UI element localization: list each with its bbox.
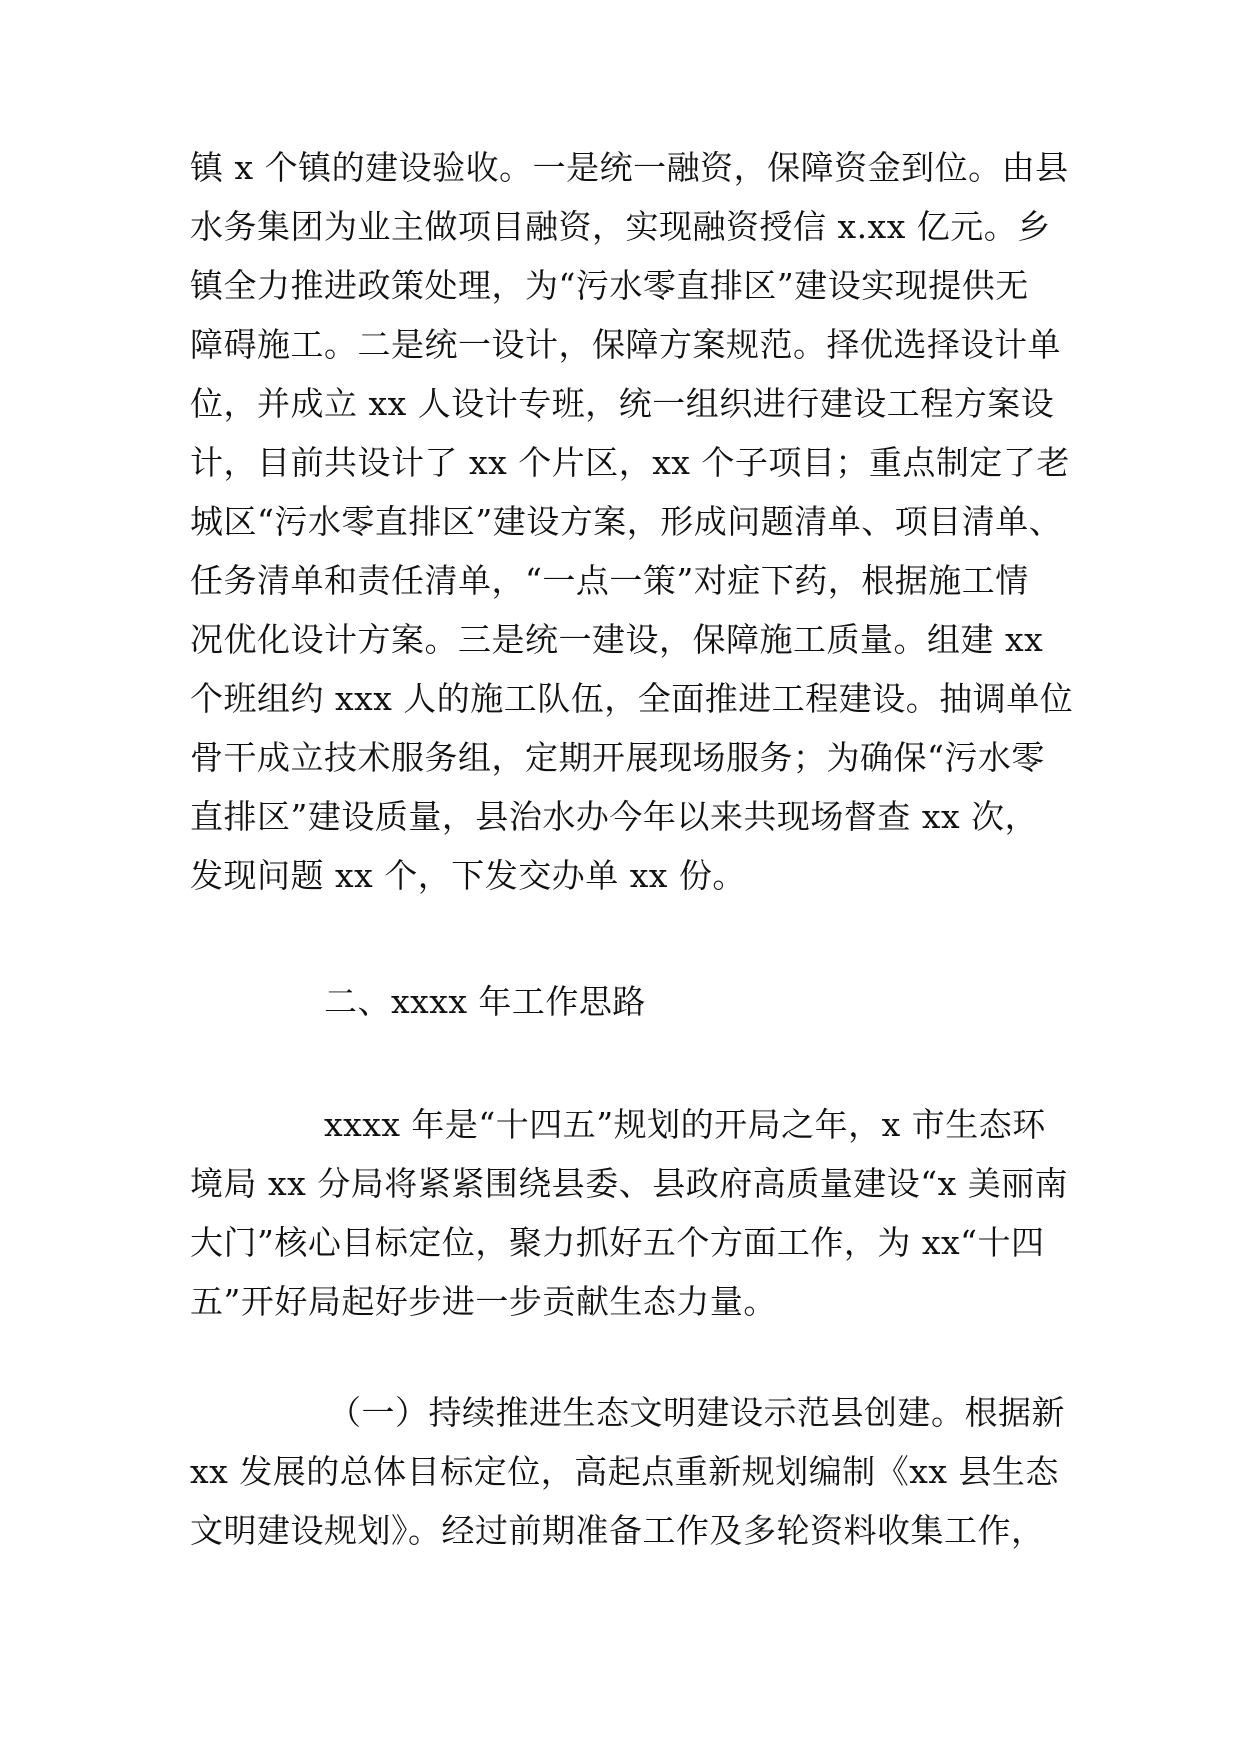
- text-line: （一）持续推进生态文明建设示范县创建。根据新: [328, 1393, 1065, 1432]
- text-line: 境局 xx 分局将紧紧围绕县委、县政府高质量建设“x 美丽南: [190, 1164, 1069, 1203]
- text-line: 直排区”建设质量，县治水办今年以来共现场督查 xx 次，: [190, 797, 1039, 836]
- text-line: xxxx 年是“十四五”规划的开局之年，x 市生态环: [324, 1105, 1046, 1144]
- text-line: 镇全力推进政策处理，为“污水零直排区”建设实现提供无: [190, 266, 1029, 305]
- text-line: 位，并成立 xx 人设计专班，统一组织进行建设工程方案设: [190, 384, 1055, 423]
- paragraph-eco-civilization: [190, 1383, 1070, 1560]
- text-line: 况优化设计方案。三是统一建设，保障施工质量。组建 xx: [190, 620, 1044, 659]
- text-line: 骨干成立技术服务组，定期开展现场服务；为确保“污水零: [190, 738, 1045, 777]
- text-line: 大门”核心目标定位，聚力抓好五个方面工作，为 xx“十四: [190, 1223, 1045, 1262]
- text-line: 个班组约 xxx 人的施工队伍，全面推进工程建设。抽调单位: [190, 679, 1074, 718]
- text-line: xx 发展的总体目标定位，高起点重新规划编制《xx 县生态: [190, 1452, 1059, 1491]
- text-line: 障碍施工。二是统一设计，保障方案规范。择优选择设计单: [190, 325, 1061, 364]
- text-line: 水务集团为业主做项目融资，实现融资授信 x.xx 亿元。乡: [190, 207, 1051, 246]
- paragraph-work-ideas: [190, 1095, 1070, 1331]
- text-line: 任务清单和责任清单，“一点一策”对症下药，根据施工情: [190, 561, 1029, 600]
- paragraph-construction-summary: [190, 138, 1074, 905]
- text-line: 文明建设规划》。经过前期准备工作及多轮资料收集工作，: [190, 1511, 1045, 1550]
- text-line: 镇 x 个镇的建设验收。一是统一融资，保障资金到位。由县: [190, 148, 1069, 187]
- text-line: 五”开好局起好步进一步贡献生态力量。: [190, 1282, 777, 1321]
- section-heading: [190, 972, 1070, 1031]
- text-line: 发现问题 xx 个，下发交办单 xx 份。: [190, 856, 746, 895]
- text-line: 计，目前共设计了 xx 个片区，xx 个子项目；重点制定了老: [190, 443, 1070, 482]
- text-line: 城区“污水零直排区”建设方案，形成问题清单、项目清单、: [190, 502, 1063, 541]
- heading-work-ideas: 二、xxxx 年工作思路: [324, 982, 646, 1021]
